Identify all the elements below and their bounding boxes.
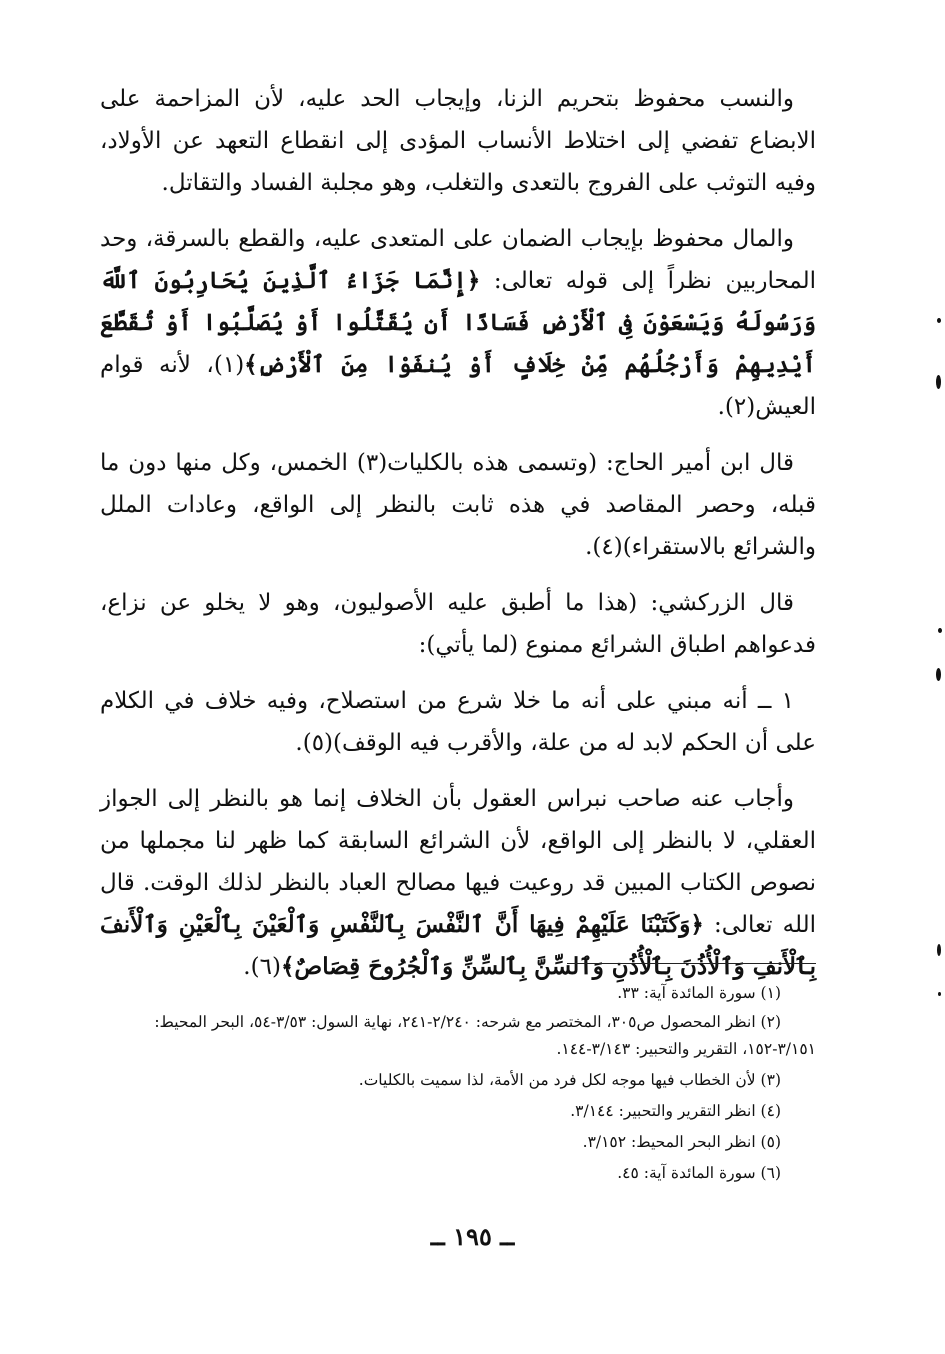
footnote-6: (٦) سورة المائدة آية: ٤٥.	[617, 1164, 781, 1182]
paragraph-ibn-amir-alhajj: قال ابن أمير الحاج: (وتسمى هذه بالكليات(٣) الخمس، وكل منها دون ما قبله، وحصر المقاصد في هذه ثابت بالنظر إلى الواقع، وعادات الملل والشرائع بالاستقراء)(٤).	[100, 450, 816, 560]
paragraph-response	[100, 778, 816, 988]
scan-speck	[937, 944, 941, 956]
scan-speck	[936, 668, 941, 681]
quran-verse-almaidah-33: ﴿إِنَّمَا جَزَاءُ ٱلَّذِينَ يُحَارِبُونَ ٱللَّهَ وَرَسُولَهُ وَيَسْعَوْنَ فِى ٱلْأَرْضِ فَسَادًا أَن يُقَتَّلُوا أَوْ يُصَلَّبُوا أَوْ تُقَطَّعَ أَيْدِيهِمْ وَأَرْجُلُهُم مِّنْ خِلَافٍ أَوْ يُنفَوْا مِنَ ٱلْأَرْضِ﴾	[100, 267, 816, 378]
scan-speck	[938, 992, 941, 996]
paragraph-response-text: وأجاب عنه صاحب نبراس العقول بأن الخلاف إنما هو بالنظر إلى الجواز العقلي، لا بالنظر إلى الواقع، لأن الشرائع السابقة كما ظهر لنا مجملها من نصوص الكتاب المبين قد روعيت فيها مصالح العباد بالنظر لذلك الوقت. قال الله تعالى:	[100, 786, 816, 938]
scan-speck	[936, 375, 941, 389]
paragraph-wealth-ending: (١)، لأنه قوام العيش(٢).	[100, 352, 816, 420]
footnote-4: (٤) انظر التقرير والتحبير: ٣/١٤٤.	[570, 1102, 781, 1120]
page-body	[100, 78, 816, 1002]
paragraph-lineage: والنسب محفوظ بتحريم الزنا، وإيجاب الحد عليه، لأن المزاحمة على الابضاع تفضي إلى اختلاط الأنساب المؤدى إلى انقطاع التعهد عن الأولاد، وفيه التوثب على الفروج بالتعدى والتغلب، وهو مجلبة الفساد والتقاتل.	[100, 86, 816, 196]
footnote-3: (٣) لأن الخطاب فيها موجه لكل فرد من الأمة، لذا سميت بالكليات.	[358, 1071, 781, 1089]
footnote-1: (١) سورة المائدة آية: ٣٣.	[617, 984, 781, 1002]
quran-verse-almaidah-45: ﴿وَكَتَبْنَا عَلَيْهِمْ فِيهَا أَنَّ ٱلنَّفْسَ بِٱلنَّفْسِ وَٱلْعَيْنَ بِٱلْعَيْنِ وَٱلْأَنفَ بِٱلْأَنفِ وَٱلْأُذُنَ بِٱلْأُذُنِ وَٱلسِّنَّ بِٱلسِّنِّ وَٱلْجُرُوحَ قِصَاصٌ﴾	[100, 911, 816, 980]
footnote-5: (٥) انظر البحر المحيط: ٣/١٥٢.	[582, 1133, 781, 1151]
paragraph-point-one: ١ ــ أنه مبني على أنه ما خلا شرع من استصلاح، وفيه خلاف في الكلام على أن الحكم لابد له من علة، والأقرب فيه الوقف)(٥).	[100, 688, 816, 756]
scan-speck	[937, 318, 941, 323]
paragraph-zarkashi: قال الزركشي: (هذا ما أطبق عليه الأصوليون، وهو لا يخلو عن نزاع، فدعواهم اطباق الشرائع ممنوع (لما يأتي):	[100, 590, 816, 658]
scan-speck	[938, 628, 942, 633]
paragraph-wealth-text: والمال محفوظ بإيجاب الضمان على المتعدى عليه، والقطع بالسرقة، وحد المحاربين نظراً إلى قوله تعالى:	[100, 226, 816, 294]
page-number: ــ ١٩٥ ــ	[430, 1222, 515, 1251]
paragraph-response-ending: (٦).	[243, 954, 281, 980]
paragraph-wealth	[100, 218, 816, 428]
footnote-separator	[567, 963, 816, 964]
footnote-2: (٢) انظر المحصول ص٣٠٥، المختصر مع شرحه: ٢/٢٤٠-٢٤١، نهاية السول: ٣/٥٣-٥٤، البحر المحيط: ٣/١٥١-١٥٢، التقرير والتحبير: ٣/١٤٣-١٤٤.	[154, 1013, 816, 1058]
footnotes	[100, 978, 816, 1189]
